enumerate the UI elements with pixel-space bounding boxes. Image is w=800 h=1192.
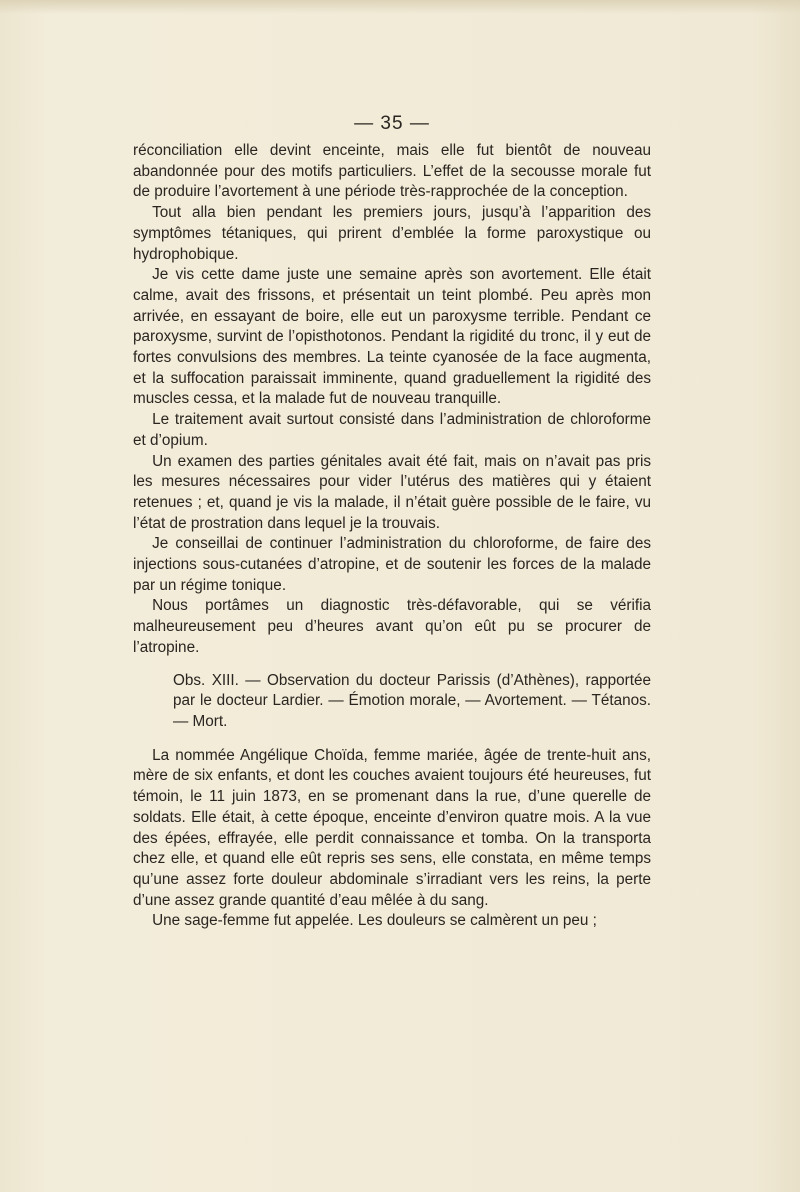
paragraph-5: Un examen des parties génitales avait été fait, mais on n’avait pas pris les mesures nécessaires pour vider l’utérus des matières qui y étaient retenues ; et, quand je vis la malade, il n’était guère possible de le faire, vu l’état de prostration dans lequel je la trouvais. xyxy=(133,452,651,532)
paragraph-8: La nommée Angélique Choïda, femme mariée, âgée de trente-huit ans, mère de six enfants, et dont les couches avaient toujours été heureuses, fut témoin, le 11 juin 1873, en se promenant dans la rue, d’une querelle de soldats. Elle était, à cette époque, enceinte d’environ quatre mois. A la vue des épées, effrayée, elle perdit connaissance et tomba. On la transporta chez elle, et quand elle eût repris ses sens, elle constata, en même temps qu’une assez forte douleur abdominale s’irradiant vers les reins, la perte d’une assez grande quantité d’eau mêlée à du sang. xyxy=(133,746,651,909)
body-text-bottom xyxy=(133,746,651,932)
paragraph-2: Tout alla bien pendant les premiers jours, jusqu’à l’apparition des symptômes tétaniques, qui prirent d’emblée la forme paroxystique ou hydrophobique. xyxy=(133,204,651,263)
paragraph-4: Le traitement avait surtout consisté dans l’administration de chloroforme et d’opium. xyxy=(133,411,651,449)
paragraph-1: réconciliation elle devint enceinte, mais elle fut bientôt de nouveau abandonnée pour des motifs particuliers. L’effet de la secousse morale fut de produire l’avortement à une période très-rapprochée de la conception. xyxy=(133,142,651,201)
page-number: — 35 — xyxy=(354,113,430,134)
paragraph-3: Je vis cette dame juste une semaine après son avortement. Elle était calme, avait des frissons, et présentait un teint plombé. Peu après mon arrivée, en essayant de boire, elle eut un paroxysme terrible. Pendant ce paroxysme, survint de l’opisthotonos. Pendant la rigidité du tronc, il y eut de fortes convulsions des membres. La teinte cyanosée de la face augmenta, et la suffocation paraissait imminente, quand graduellement la rigidité des muscles cessa, et la malade fut de nouveau tranquille. xyxy=(133,266,651,408)
paragraph-9: Une sage-femme fut appelée. Les douleurs se calmèrent un peu ; xyxy=(152,912,597,930)
page-edge-shadow xyxy=(0,0,800,14)
book-page xyxy=(133,113,651,932)
paragraph-6: Je conseillai de continuer l’administration du chloroforme, de faire des injections sous-cutanées d’atropine, et de soutenir les forces de la malade par un régime tonique. xyxy=(133,535,651,594)
body-text-top xyxy=(133,141,651,659)
observation-heading-block xyxy=(133,671,651,733)
observation-heading: Obs. XIII. — Observation du docteur Parissis (d’Athènes), rapportée par le docteur Lardier. — Émotion morale, — Avortement. — Tétanos. — Mort. xyxy=(173,671,651,730)
paragraph-7: Nous portâmes un diagnostic très-défavorable, qui se vérifia malheureusement peu d’heures avant qu’on eût pu se procurer de l’atropine. xyxy=(133,597,651,656)
